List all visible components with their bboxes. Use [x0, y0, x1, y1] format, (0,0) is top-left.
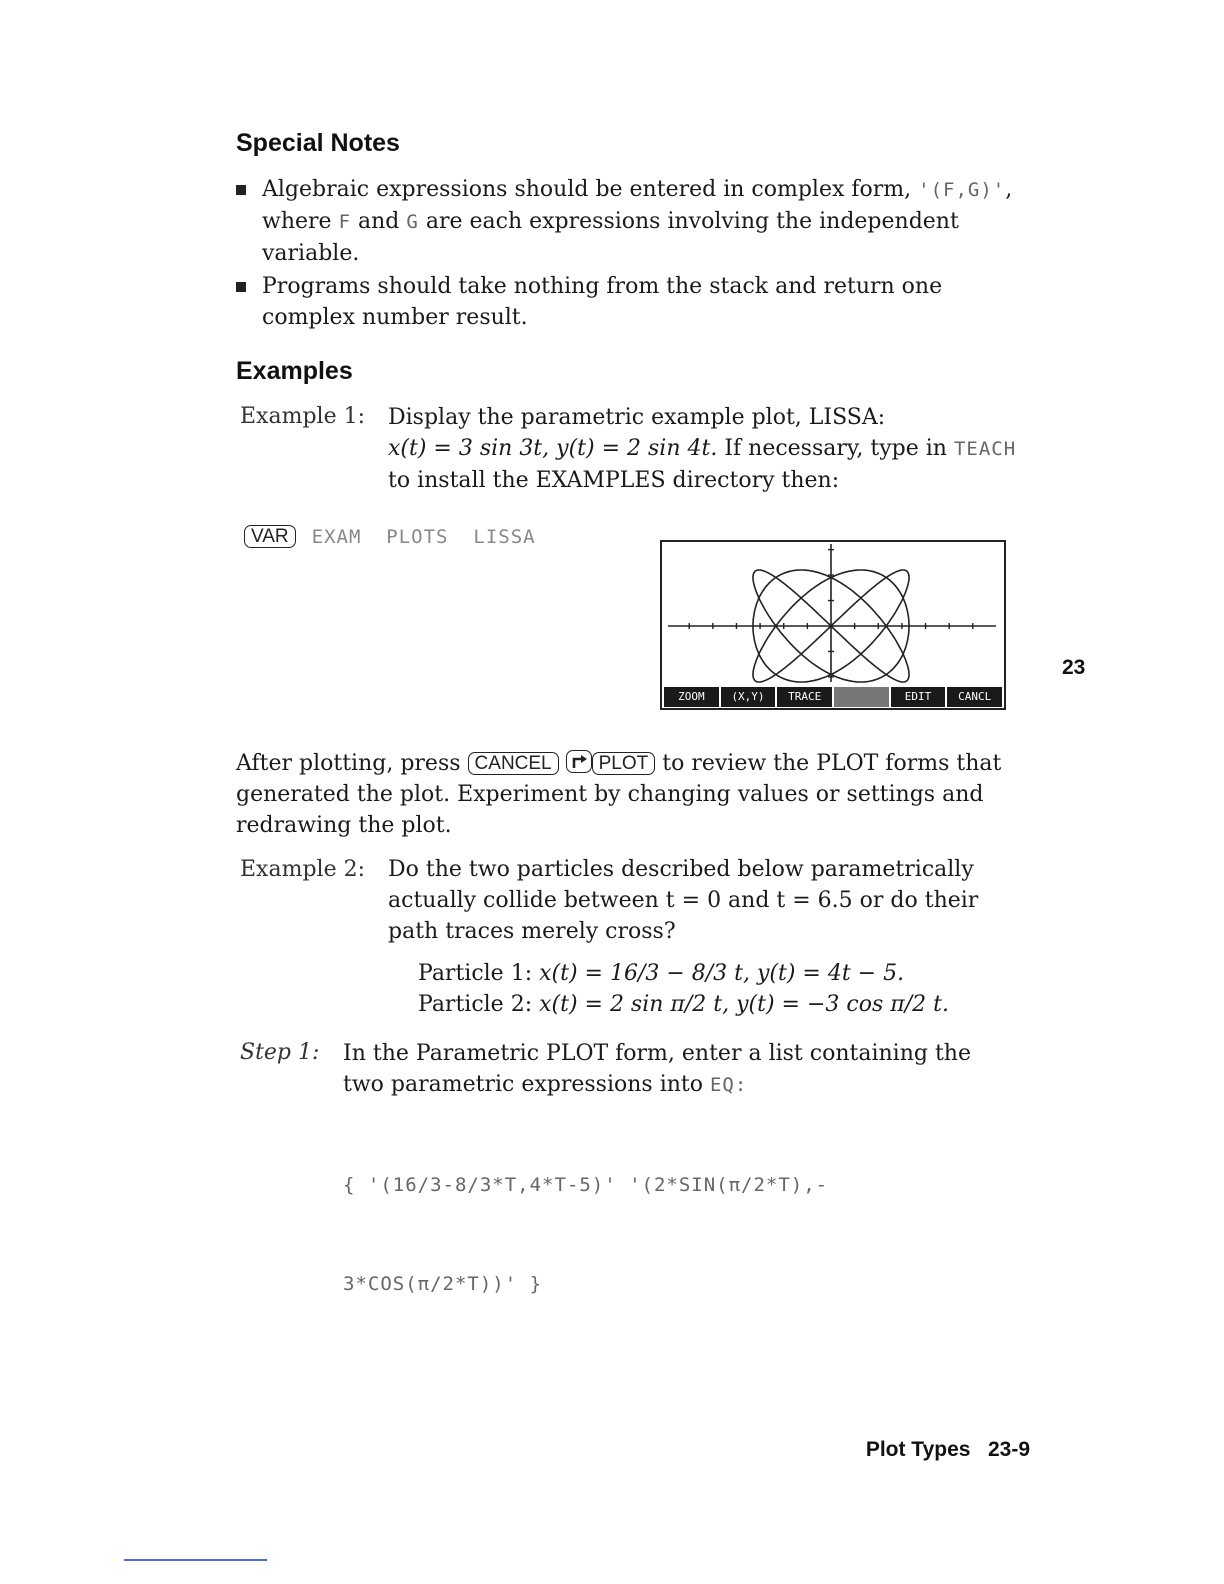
code-line: { '(16/3-8/3*T,4*T-5)' '(2*SIN(π/2*T),-: [343, 1174, 829, 1196]
calculator-plot-screen: [660, 540, 1006, 710]
particle1-row: Particle 1: x(t) = 16/3 − 8/3 t, y(t) = 4t − 5.: [418, 961, 905, 986]
list-item: Algebraic expressions should be entered in complex form, '(F,G)', where F and G are each expressions involving the independent variable.: [236, 174, 1036, 269]
particle1-equation: x(t) = 16/3 − 8/3 t, y(t) = 4t − 5.: [539, 961, 905, 986]
step1-text: In the Parametric PLOT form, enter a list containing the two parametric expressions into EQ:: [343, 1041, 971, 1097]
eq-field-label: EQ:: [709, 1074, 748, 1096]
complex-form-code: '(F,G)': [918, 179, 1006, 201]
bottom-rule: [124, 1559, 267, 1561]
footer-page-number: 23-9: [987, 1438, 1030, 1461]
softkey-menu: [662, 686, 1004, 708]
step1-label: Step 1:: [240, 1040, 320, 1065]
softkey-zoom[interactable]: ZOOM: [664, 687, 719, 707]
after-plotting-text: After plotting, press CANCEL PLOT to review the PLOT forms that generated the plot. Experiment by changing values or settings and redrawing the plot.: [236, 751, 1002, 838]
softkey-trace[interactable]: TRACE: [777, 687, 832, 707]
particle-equations: [418, 958, 1018, 1020]
plot-key: PLOT: [592, 752, 656, 775]
example2-label: Example 2:: [240, 857, 365, 882]
examples-heading: Examples: [236, 357, 353, 385]
chapter-tab: 23: [1062, 656, 1086, 679]
example1-text: Display the parametric example plot, LISSA: x(t) = 3 sin 3t, y(t) = 2 sin 4t. If necessary, type in TEACH to install the EXAMPLES directory then:: [388, 405, 1017, 493]
teach-command: TEACH: [953, 438, 1017, 460]
footer-section: Plot Types: [865, 1438, 971, 1461]
page-footer: [866, 1438, 1030, 1462]
lissajous-plot: [662, 542, 1004, 686]
softkey-cancel[interactable]: CANCL: [947, 687, 1002, 707]
list-item: Programs should take nothing from the stack and return one complex number result.: [236, 271, 962, 333]
right-shift-key-icon: [566, 750, 592, 773]
softkey-blank: [834, 687, 889, 707]
softkey-edit[interactable]: EDIT: [891, 687, 946, 707]
example1-label: Example 1:: [240, 404, 365, 429]
special-notes-list: [236, 174, 1036, 333]
bullet-square-icon: [236, 185, 246, 195]
code-line: 3*COS(π/2*T))' }: [343, 1273, 543, 1295]
example1-keystrokes: [244, 525, 536, 548]
step1-code: [343, 1103, 828, 1367]
softkey-xy[interactable]: (X,Y): [721, 687, 776, 707]
particle2-row: Particle 2: x(t) = 2 sin π/2 t, y(t) = −3 cos π/2 t.: [418, 992, 949, 1017]
special-notes-heading: Special Notes: [236, 129, 400, 157]
cancel-key: CANCEL: [468, 752, 559, 775]
var-key: VAR: [244, 525, 296, 548]
particle2-equation: x(t) = 2 sin π/2 t, y(t) = −3 cos π/2 t.: [539, 992, 949, 1017]
menu-keys: EXAM PLOTS LISSA: [311, 526, 536, 548]
example2-text: Do the two particles described below parametrically actually collide between t = 0 and t = 6.5 or do their path traces merely cross?: [388, 857, 979, 944]
bullet-square-icon: [236, 282, 246, 292]
